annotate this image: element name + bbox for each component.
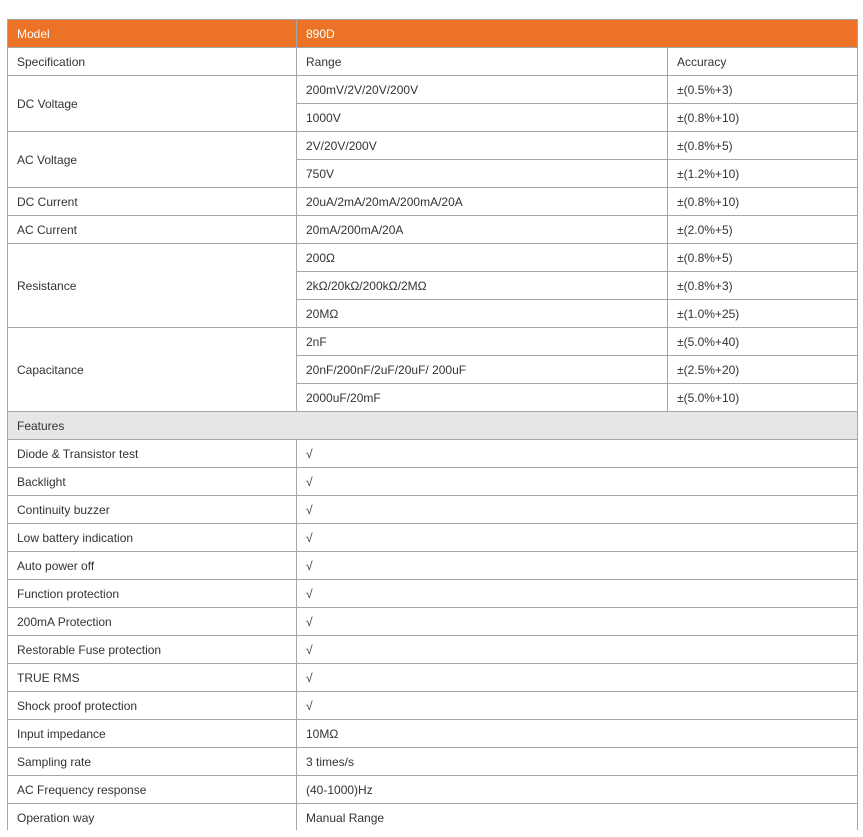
- feature-value: √: [297, 608, 858, 636]
- spec-range: 200Ω: [297, 244, 668, 272]
- feature-row: [8, 776, 858, 804]
- feature-row: [8, 804, 858, 832]
- feature-name: Operation way: [8, 804, 297, 832]
- feature-row: [8, 468, 858, 496]
- spec-accuracy: ±(0.8%+5): [668, 244, 858, 272]
- page-bottom-edge: [0, 830, 863, 837]
- spec-row-ac-current: [8, 216, 858, 244]
- spec-row-ac-voltage: [8, 132, 858, 160]
- spec-header-accuracy: Accuracy: [668, 48, 858, 76]
- spec-range: 1000V: [297, 104, 668, 132]
- model-row: [8, 20, 858, 48]
- feature-row: [8, 664, 858, 692]
- feature-row: [8, 496, 858, 524]
- feature-row: [8, 552, 858, 580]
- spec-accuracy: ±(1.2%+10): [668, 160, 858, 188]
- feature-row: [8, 580, 858, 608]
- features-header-row: [8, 412, 858, 440]
- feature-name: Restorable Fuse protection: [8, 636, 297, 664]
- spec-row-dc-voltage: [8, 76, 858, 104]
- spec-accuracy: ±(0.8%+10): [668, 104, 858, 132]
- feature-row: [8, 524, 858, 552]
- spec-accuracy: ±(0.8%+5): [668, 132, 858, 160]
- feature-value: √: [297, 496, 858, 524]
- model-value: 890D: [297, 20, 858, 48]
- spec-accuracy: ±(2.5%+20): [668, 356, 858, 384]
- feature-name: AC Frequency response: [8, 776, 297, 804]
- spec-accuracy: ±(0.8%+3): [668, 272, 858, 300]
- spec-name-capacitance: Capacitance: [8, 328, 297, 412]
- feature-row: [8, 692, 858, 720]
- spec-range: 750V: [297, 160, 668, 188]
- spec-accuracy: ±(5.0%+40): [668, 328, 858, 356]
- spec-accuracy: ±(0.5%+3): [668, 76, 858, 104]
- spec-range: 20nF/200nF/2uF/20uF/ 200uF: [297, 356, 668, 384]
- spec-header-row: [8, 48, 858, 76]
- feature-name: Low battery indication: [8, 524, 297, 552]
- feature-name: Sampling rate: [8, 748, 297, 776]
- spec-accuracy: ±(2.0%+5): [668, 216, 858, 244]
- features-header: Features: [8, 412, 858, 440]
- feature-value: √: [297, 664, 858, 692]
- spec-name-ac-voltage: AC Voltage: [8, 132, 297, 188]
- spec-range: 20mA/200mA/20A: [297, 216, 668, 244]
- feature-row: [8, 636, 858, 664]
- feature-value: Manual Range: [297, 804, 858, 832]
- feature-row: [8, 748, 858, 776]
- feature-name: Input impedance: [8, 720, 297, 748]
- feature-value: √: [297, 580, 858, 608]
- feature-value: √: [297, 440, 858, 468]
- spec-row-dc-current: [8, 188, 858, 216]
- spec-name-dc-current: DC Current: [8, 188, 297, 216]
- spec-name-ac-current: AC Current: [8, 216, 297, 244]
- feature-value: √: [297, 636, 858, 664]
- spec-range: 2nF: [297, 328, 668, 356]
- feature-name: Shock proof protection: [8, 692, 297, 720]
- feature-name: TRUE RMS: [8, 664, 297, 692]
- spec-range: 20MΩ: [297, 300, 668, 328]
- feature-value: √: [297, 468, 858, 496]
- feature-value: √: [297, 692, 858, 720]
- spec-range: 2V/20V/200V: [297, 132, 668, 160]
- feature-value: √: [297, 524, 858, 552]
- spec-range: 2kΩ/20kΩ/200kΩ/2MΩ: [297, 272, 668, 300]
- feature-name: Function protection: [8, 580, 297, 608]
- feature-row: [8, 608, 858, 636]
- feature-value: √: [297, 552, 858, 580]
- spec-accuracy: ±(0.8%+10): [668, 188, 858, 216]
- feature-name: Diode & Transistor test: [8, 440, 297, 468]
- spec-header-specification: Specification: [8, 48, 297, 76]
- feature-value: 10MΩ: [297, 720, 858, 748]
- feature-name: 200mA Protection: [8, 608, 297, 636]
- spec-row-resistance: [8, 244, 858, 272]
- feature-name: Auto power off: [8, 552, 297, 580]
- model-label: Model: [8, 20, 297, 48]
- spec-accuracy: ±(1.0%+25): [668, 300, 858, 328]
- spec-range: 2000uF/20mF: [297, 384, 668, 412]
- spec-name-resistance: Resistance: [8, 244, 297, 328]
- spec-row-capacitance: [8, 328, 858, 356]
- spec-table: [7, 19, 858, 832]
- feature-value: 3 times/s: [297, 748, 858, 776]
- spec-header-range: Range: [297, 48, 668, 76]
- spec-range: 200mV/2V/20V/200V: [297, 76, 668, 104]
- feature-value: (40-1000)Hz: [297, 776, 858, 804]
- feature-row: [8, 440, 858, 468]
- feature-row: [8, 720, 858, 748]
- feature-name: Backlight: [8, 468, 297, 496]
- spec-accuracy: ±(5.0%+10): [668, 384, 858, 412]
- feature-name: Continuity buzzer: [8, 496, 297, 524]
- spec-range: 20uA/2mA/20mA/200mA/20A: [297, 188, 668, 216]
- spec-name-dc-voltage: DC Voltage: [8, 76, 297, 132]
